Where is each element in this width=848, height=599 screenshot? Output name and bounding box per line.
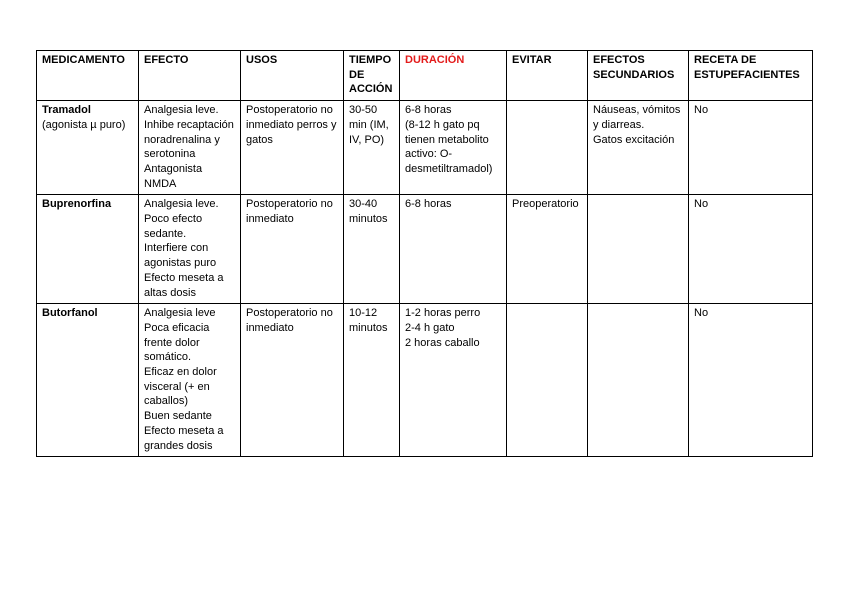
drug-class: (agonista µ puro) — [42, 118, 126, 131]
cell-line: 6-8 horas — [405, 198, 452, 211]
cell-line: Efecto meseta a altas dosis — [144, 271, 224, 299]
cell-tiempo-accion — [344, 101, 400, 195]
cell-evitar — [507, 195, 588, 304]
cell-usos — [241, 101, 344, 195]
cell-medicamento — [37, 195, 139, 304]
cell-line: Preoperatorio — [512, 198, 579, 211]
cell-medicamento — [37, 304, 139, 457]
cell-line: Antagonista NMDA — [144, 162, 203, 190]
cell-efectos-secundarios — [588, 101, 689, 195]
header-usos: USOS — [241, 51, 344, 101]
cell-duracion — [400, 304, 507, 457]
header-tiempo-accion: TIEMPO DE ACCIÓN — [344, 51, 400, 101]
cell-line: Náuseas, vómitos y diarreas. — [593, 104, 681, 131]
header-row — [37, 51, 813, 101]
cell-tiempo-accion — [344, 195, 400, 304]
cell-line: 6-8 horas — [405, 104, 452, 117]
header-efecto: EFECTO — [139, 51, 241, 101]
cell-line: 30-40 minutos — [349, 198, 388, 226]
cell-usos — [241, 195, 344, 304]
cell-duracion — [400, 101, 507, 195]
cell-efectos-secundarios — [588, 304, 689, 457]
cell-line: 1-2 horas perro — [405, 307, 481, 320]
cell-duracion — [400, 195, 507, 304]
cell-efectos-secundarios — [588, 195, 689, 304]
cell-efecto — [139, 304, 241, 457]
cell-tiempo-accion — [344, 304, 400, 457]
header-receta-estupefacientes: RECETA DE ESTUPEFACIENTES — [689, 51, 813, 101]
cell-line: 2 horas caballo — [405, 336, 480, 349]
header-evitar: EVITAR — [507, 51, 588, 101]
cell-line: Analgesia leve. — [144, 104, 219, 117]
cell-line: Analgesia leve. — [144, 198, 219, 211]
cell-line: Inhibe recaptación noradrenalina y serotonina — [144, 118, 234, 161]
cell-usos — [241, 304, 344, 457]
cell-line: Eficaz en dolor visceral (+ en caballos) — [144, 366, 217, 408]
cell-line: Postoperatorio no inmediato — [246, 198, 333, 226]
cell-efecto — [139, 195, 241, 304]
cell-line: Analgesia leve — [144, 307, 216, 320]
cell-line: Gatos excitación — [593, 133, 675, 146]
cell-efecto — [139, 101, 241, 195]
cell-evitar — [507, 101, 588, 195]
drug-name: Buprenorfina — [42, 198, 112, 211]
cell-line: Postoperatorio no inmediato — [246, 307, 333, 334]
drug-table — [36, 50, 813, 457]
cell-line: 30-50 min (IM, IV, PO) — [349, 104, 389, 146]
cell-line: Poco efecto sedante. — [144, 213, 203, 240]
table-row — [37, 195, 813, 304]
header-medicamento: MEDICAMENTO — [37, 51, 139, 101]
table-row — [37, 304, 813, 457]
drug-name: Tramadol — [42, 104, 91, 117]
cell-evitar — [507, 304, 588, 457]
header-efectos-secundarios: EFECTOS SECUNDARIOS — [588, 51, 689, 101]
cell-line: 10-12 minutos — [349, 307, 388, 334]
cell-medicamento — [37, 101, 139, 195]
cell-line: Postoperatorio no inmediato perros y gatos — [246, 104, 337, 146]
cell-receta: No — [689, 195, 813, 304]
drug-name: Butorfanol — [42, 307, 98, 320]
cell-line: 2-4 h gato — [405, 321, 455, 334]
cell-receta: No — [689, 304, 813, 457]
cell-line: Efecto meseta a grandes dosis — [144, 424, 224, 452]
cell-line: Poca eficacia frente dolor somático. — [144, 321, 210, 364]
header-duracion: DURACIÓN — [400, 51, 507, 101]
cell-line: Interfiere con agonistas puro — [144, 242, 217, 270]
table-row — [37, 101, 813, 195]
cell-receta: No — [689, 101, 813, 195]
cell-line: Buen sedante — [144, 410, 212, 423]
cell-line: (8-12 h gato pq tienen metabolito activo: O-desmetiltramadol) — [405, 118, 493, 175]
